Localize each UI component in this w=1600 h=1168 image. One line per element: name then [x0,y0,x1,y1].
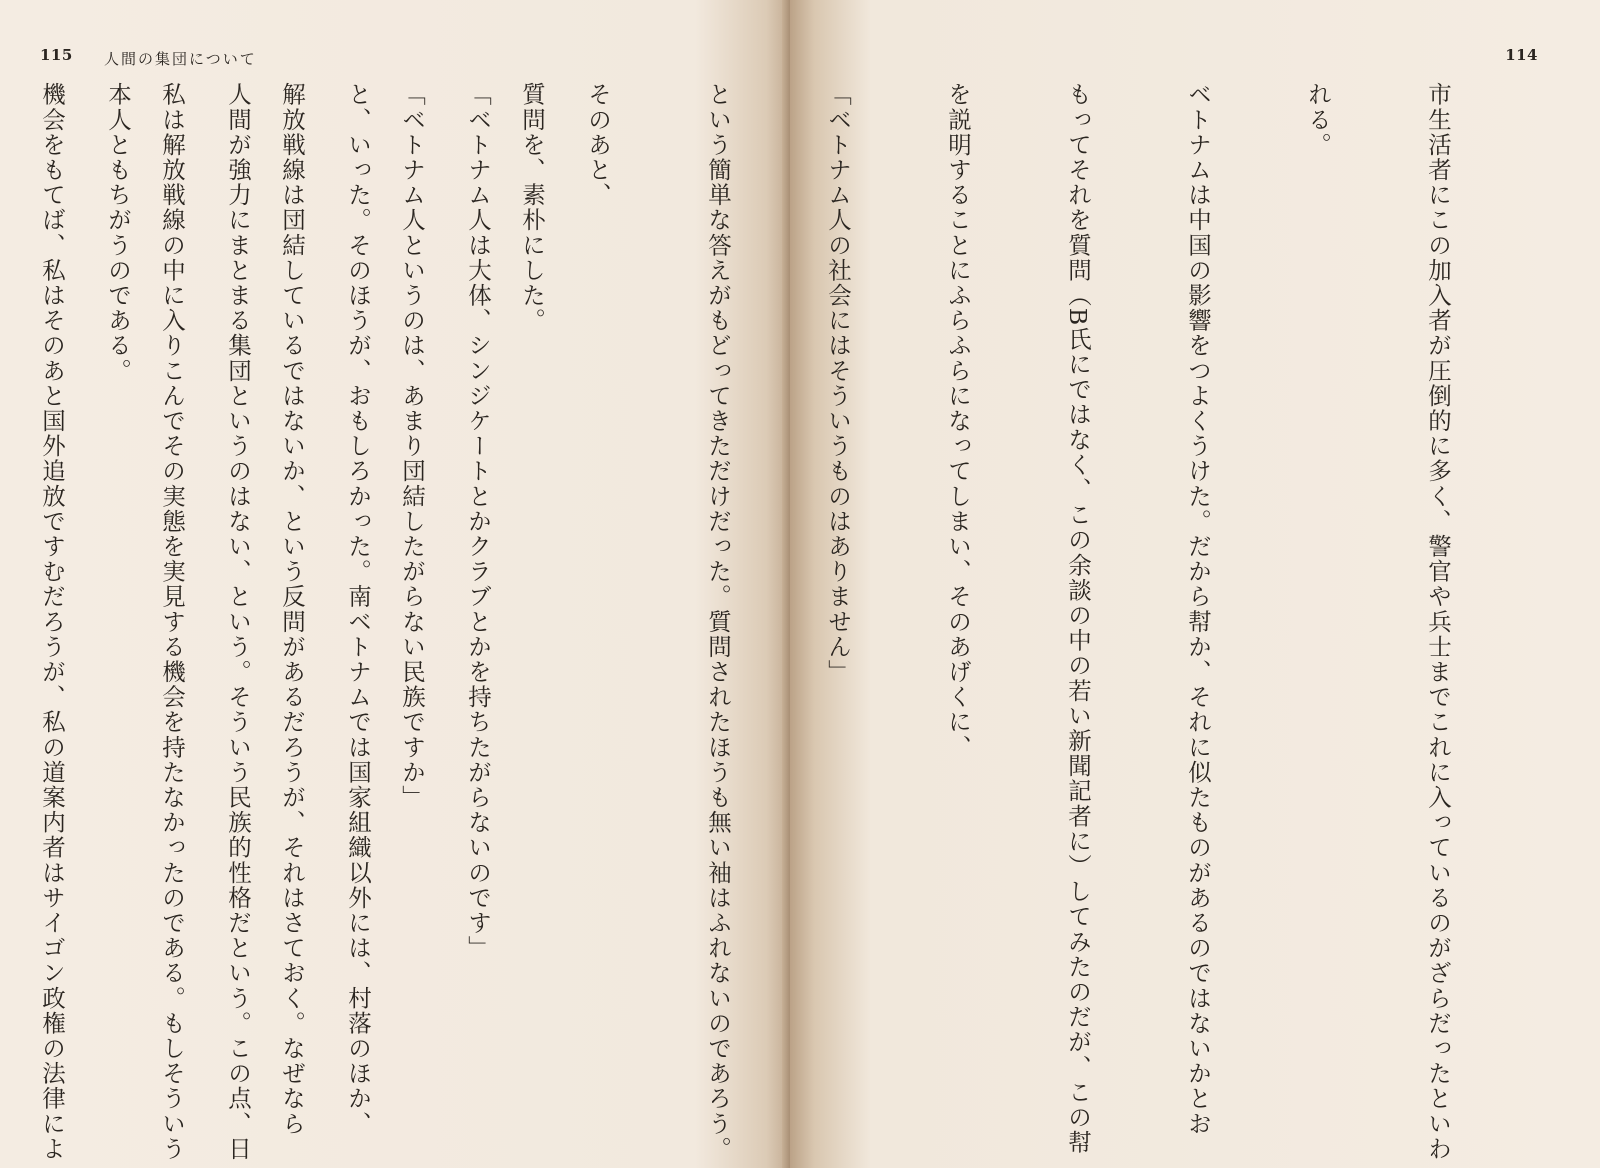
body-line: 私は解放戦線の中に入りこんでその実態を実見する機会を持たなかったのである。もしそういう [158,82,186,1162]
body-line: 「ベトナム人というのは、あまり団結したがらない民族ですか」 [398,82,426,810]
body-line: そのあと、 [584,82,612,208]
page-number-left: 115 [40,46,73,64]
body-line: 「ベトナム人の社会にはそういうものはありません」 [824,82,852,685]
right-page-body [0,82,1538,1162]
page-number-right: 114 [1505,46,1538,64]
body-line: 解放戦線は団結しているではないか、という反問があるだろうが、それはさておく。なぜなら [278,82,306,1137]
body-line: 質問を、素朴にした。 [518,82,546,333]
body-line: 人間が強力にまとまる集団というのはない、という。そういう民族的性格だという。この点、日 [224,82,252,1162]
section-spacer [0,82,18,1122]
body-line: と、いった。そのほうが、おもしろかった。南ベトナムでは国家組織以外には、村落のほか、 [344,82,372,1137]
body-line: を説明することにふらふらになってしまい、そのあげくに、 [944,82,972,760]
body-line: 機会をもてば、私はそのあと国外追放ですむだろうが、私の道案内者はサイゴン政権の法律によ [38,82,66,1162]
body-line: もってそれを質問（B氏にではなく、この余談の中の若い新聞記者に）してみたのだが、この幇 [1064,82,1092,1156]
body-line: れる。 [1304,82,1332,158]
running-head: 人間の集団について [104,50,257,68]
body-line: 市生活者にこの加入者が圧倒的に多く、警官や兵士までこれに入っているのがざらだったといわ [1424,82,1452,1162]
body-line: ベトナムは中国の影響をつよくうけた。だから幇か、それに似たものがあるのではないかとお [1184,82,1212,1137]
body-line: 本人ともちがうのである。 [104,82,132,384]
body-line: という簡単な答えがもどってきただけだった。質問されたほうも無い袖はふれないのであろう。 [704,82,732,1162]
body-line: 「ベトナム人は大体、シンジケートとかクラブとかを持ちたがらないのです」 [464,82,492,961]
